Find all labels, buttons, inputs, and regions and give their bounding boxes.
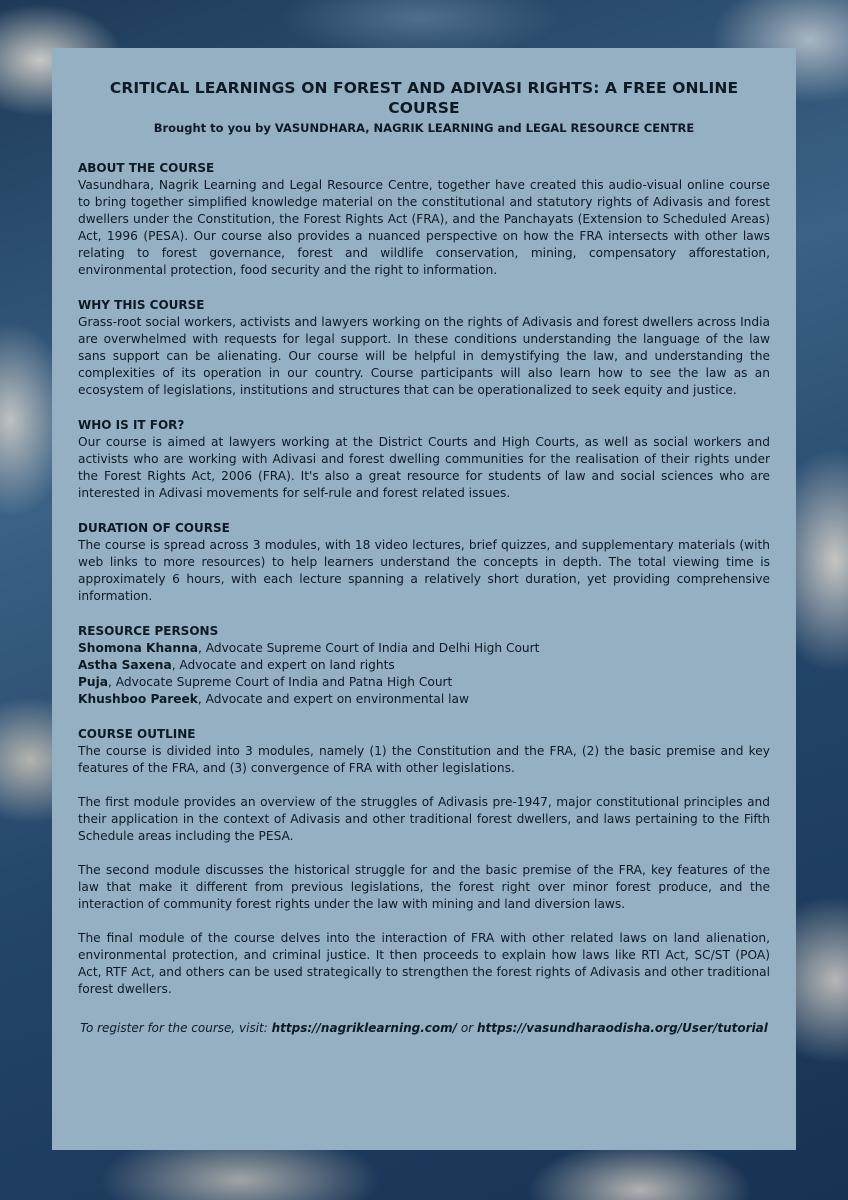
resource-person (78, 691, 770, 708)
person-description: , Advocate and expert on land rights (171, 658, 395, 672)
page-title: CRITICAL LEARNINGS ON FOREST AND ADIVASI RIGHTS: A FREE ONLINE COURSE (109, 79, 739, 117)
outline-paragraph: The final module of the course delves into the interaction of FRA with other related laws on land alienation, environmental protection, and criminal justice. It then proceeds to explain how laws like RTI Act, SC/ST (POA) Act, RTF Act, and others can be used strategically to strengthen the forest rights of Adivasis and other traditional forest dwellers. (78, 931, 770, 996)
person-description: , Advocate Supreme Court of India and Patna High Court (108, 675, 453, 689)
about-heading: ABOUT THE COURSE (78, 161, 215, 175)
outline-paragraph: The course is divided into 3 modules, namely (1) the Constitution and the FRA, (2) the basic premise and key features of the FRA, and (3) convergence of FRA with other legislations. (78, 744, 770, 775)
resource-person (78, 640, 770, 657)
vasundhara-link[interactable]: https://vasundharaodisha.org/User/tutorial (476, 1021, 768, 1035)
nagrik-learning-link[interactable]: https://nagriklearning.com/ (271, 1021, 458, 1035)
why-text: Grass-root social workers, activists and lawyers working on the rights of Adivasis and forest dwellers across India are overwhelmed with requests for legal support. In these conditions understanding the language of the law sans support can be alienating. Our course will be helpful in demystifying the law, and understanding the complexities of its operation in our country. Course participants will also learn how to see the law as an ecosystem of legislations, institutions and structures that can be operationalized to seek equity and justice. (78, 315, 770, 397)
about-section (78, 160, 770, 279)
resource-persons-section (78, 623, 770, 708)
outline-paragraph: The first module provides an overview of the struggles of Adivasis pre-1947, major constitutional principles and their application in the context of Adivasis and other traditional forest dwellers, and laws pertaining to the Fifth Schedule areas including the PESA. (78, 795, 770, 843)
duration-heading: DURATION OF COURSE (78, 521, 230, 535)
why-heading: WHY THIS COURSE (78, 298, 205, 312)
person-description: , Advocate and expert on environmental law (197, 692, 469, 706)
about-text: Vasundhara, Nagrik Learning and Legal Resource Centre, together have created this audio-visual online course to bring together simplified knowledge material on the constitutional and statutory rights of Adivasis and forest dwellers under the Constitution, the Forest Rights Act (FRA), and the Panchayats (Extension to Scheduled Areas) Act, 1996 (PESA). Our course also provides a nuanced perspective on how the FRA intersects with other laws relating to forest governance, forest and wildlife conservation, mining, compensatory afforestation, environmental protection, food security and the right to information. (78, 178, 770, 277)
registration-or: or (457, 1021, 477, 1035)
person-description: , Advocate Supreme Court of India and Delhi High Court (197, 641, 540, 655)
who-text: Our course is aimed at lawyers working at the District Courts and High Courts, as well as social workers and activists who are working with Adivasi and forest dwelling communities for the realisation of their rights under the Forest Rights Act, 2006 (FRA). It's also a great resource for students of law and social sciences who are interested in Adivasi movements for self-rule and forest related issues. (78, 435, 770, 500)
why-section (78, 297, 770, 399)
person-name: Astha Saxena (78, 658, 172, 672)
resource-person (78, 657, 770, 674)
person-name: Puja (78, 675, 109, 689)
duration-text: The course is spread across 3 modules, with 18 video lectures, brief quizzes, and supplementary materials (with web links to more resources) to help learners understand the concepts in depth. The total viewing time is approximately 6 hours, with each lecture spanning a relatively short duration, yet providing comprehensive information. (78, 538, 770, 603)
duration-section (78, 520, 770, 605)
registration-prefix: To register for the course, visit: (80, 1021, 272, 1035)
course-outline-heading: COURSE OUTLINE (78, 727, 196, 741)
person-name: Shomona Khanna (78, 641, 198, 655)
course-outline-section (78, 726, 770, 998)
page-subtitle: Brought to you by VASUNDHARA, NAGRIK LEARNING and LEGAL RESOURCE CENTRE (153, 121, 695, 135)
registration-note (78, 1020, 770, 1037)
resource-person (78, 674, 770, 691)
who-heading: WHO IS IT FOR? (78, 418, 185, 432)
course-flyer (52, 48, 796, 1150)
person-name: Khushboo Pareek (78, 692, 198, 706)
who-section (78, 417, 770, 502)
resource-persons-heading: RESOURCE PERSONS (78, 624, 219, 638)
outline-paragraph: The second module discusses the historical struggle for and the basic premise of the FRA, key features of the law that make it different from previous legislations, the forest right over minor forest produce, and the interaction of community forest rights under the law with mining and land diversion laws. (78, 863, 770, 911)
